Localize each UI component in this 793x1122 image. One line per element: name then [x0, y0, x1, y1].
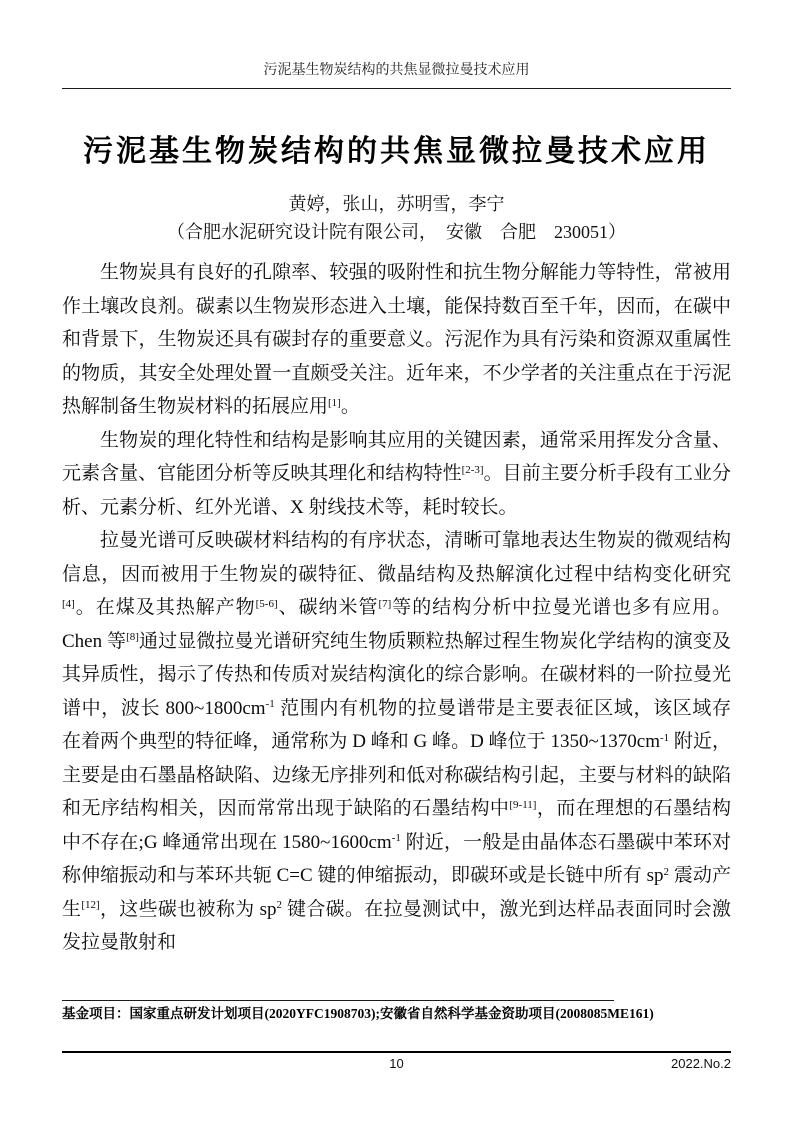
- text-run: ，这些碳也被称为 sp: [99, 898, 277, 920]
- page-footer: [62, 1051, 731, 1078]
- citation-superscript: [2-3]: [461, 463, 484, 476]
- text-run: 拉曼光谱可反映碳材料结构的有序状态，清晰可靠地表达生物炭的微观结构信息，因而被用于生物炭的碳特征、微晶结构及热解演化过程中结构变化研究: [62, 530, 731, 585]
- text-run: 。: [340, 396, 360, 417]
- text-run: 键合碳。在拉曼测试中，激光到达样品表面同时会激发拉曼散射和: [62, 898, 731, 953]
- citation-superscript: -1: [265, 698, 275, 711]
- page-number: 10: [389, 1056, 404, 1071]
- text-run: ，而在理想的石墨结构中不存在;G 峰通常出现在 1580~1600cm: [62, 798, 731, 853]
- text-run: 通过显微拉曼光谱研究纯生物质颗粒热解过程生物炭化学结构的演变及其异质性，揭示了传热和传质对炭结构演化的综合影响。在碳材料的一阶拉曼光谱中，波长 800~1800cm: [62, 630, 731, 719]
- footer-row: [62, 1056, 731, 1078]
- text-run: 附近，主要是由石墨晶格缺陷、边缘无序排列和低对称碳结构引起，主要与材料的缺陷和无序结构相关，因而常常出现于缺陷的石墨结构中: [62, 731, 731, 819]
- text-run: 等的结构分析中拉曼光谱也多有应用。Chen 等: [62, 597, 731, 652]
- citation-superscript: [12]: [81, 899, 100, 912]
- text-run: 附近，一般是由晶体态石墨碳中苯环对称伸缩振动和与苯环共轭 C=C 键的伸缩振动，即碳环或是长链中所有 sp: [62, 831, 731, 886]
- text-run: 范围内有机物的拉曼谱带是主要表征区域，该区域存在着两个典型的特征峰，通常称为 D 峰和 G 峰。D 峰位于 1350~1370cm: [62, 697, 731, 752]
- body-paragraph-3: [62, 524, 731, 960]
- citation-superscript: [7]: [378, 597, 392, 610]
- citation-superscript: [4]: [62, 597, 75, 610]
- citation-superscript: [9-11]: [509, 798, 537, 811]
- text-run: 生物炭具有良好的孔隙率、较强的吸附性和抗生物分解能力等特性，常被用作土壤改良剂。碳素以生物炭形态进入土壤，能保持数百至千年，因而，在碳中和背景下，生物炭还具有碳封存的重要意义。污泥作为具有污染和资源双重属性的物质，其安全处理处置一直颇受关注。近年来，不少学者的关注重点在于污泥热解制备生物炭材料的拓展应用: [62, 262, 731, 417]
- funding-note-text: 基金项目：国家重点研发计划项目(2020YFC1908703);安徽省自然科学基金资助项目(2008085ME161): [62, 1006, 654, 1021]
- citation-superscript: [1]: [328, 396, 341, 409]
- body-paragraph-2: [62, 424, 731, 525]
- authors-line: 黄婷，张山，苏明雪，李宁: [288, 194, 505, 214]
- footer-rule: [62, 1051, 731, 1053]
- citation-superscript: [5-6]: [255, 597, 278, 610]
- running-header-title: 污泥基生物炭结构的共焦显微拉曼技术应用: [263, 63, 530, 78]
- footnote-separator-rule: [62, 1000, 614, 1001]
- issue-number: 2022.No.2: [671, 1056, 731, 1071]
- text-run: 。在煤及其热解产物: [74, 597, 256, 618]
- running-header: [62, 62, 731, 89]
- affiliation-line: （合肥水泥研究设计院有限公司， 安徽 合肥 230051）: [167, 222, 626, 242]
- text-run: 震动产生: [62, 865, 731, 920]
- text-run: 生物炭的理化特性和结构是影响其应用的关键因素，通常采用挥发分含量、元素含量、官能团分析等反映其理化和结构特性: [62, 429, 731, 484]
- citation-superscript: -1: [659, 731, 670, 744]
- text-run: 。目前主要分析手段有工业分析、元素分析、红外光谱、X 射线技术等，耗时较长。: [62, 463, 731, 518]
- article-body: [62, 256, 731, 960]
- text-run: 、碳纳米管: [277, 597, 379, 618]
- citation-superscript: -1: [391, 832, 401, 845]
- citation-superscript: 2: [663, 865, 669, 878]
- body-paragraph-1: [62, 256, 731, 424]
- citation-superscript: 2: [276, 899, 282, 912]
- funding-footnote: [62, 1000, 731, 1023]
- citation-superscript: [8]: [126, 631, 139, 644]
- paper-title: 污泥基生物炭结构的共焦显微拉曼技术应用: [83, 135, 710, 168]
